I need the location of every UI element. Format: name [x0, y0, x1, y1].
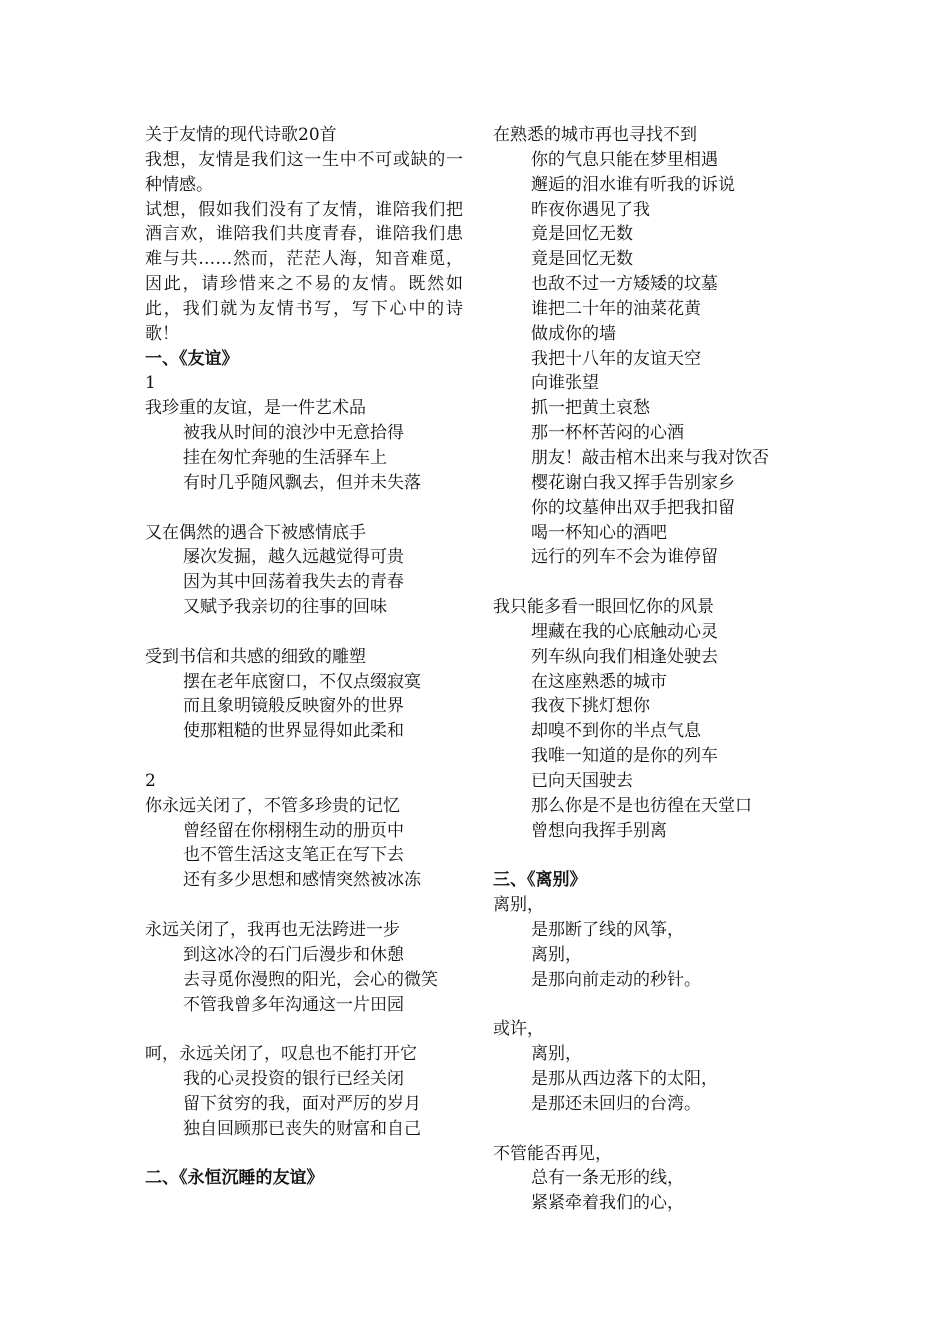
poem-line: 抓一把黄土哀愁 — [531, 398, 650, 419]
stanza-3 — [145, 645, 463, 744]
poem-line: 埋藏在我的心底触动心灵 — [531, 621, 718, 642]
stanza-4 — [145, 794, 463, 893]
poem-line: 也敌不过一方矮矮的坟墓 — [531, 274, 718, 295]
poem-line: 已向天国驶去 — [531, 770, 633, 791]
poem-line: 做成你的墙 — [531, 323, 616, 344]
poem-line: 独自回顾那已丧失的财富和自己 — [183, 1118, 421, 1139]
poem-line: 永远关闭了，我再也无法跨进一步 — [145, 920, 400, 940]
stanza-r1 — [493, 123, 813, 570]
poem-line: 竟是回忆无数 — [531, 224, 633, 245]
poem-line: 喝一杯知心的酒吧 — [531, 522, 667, 543]
poem-line: 呵，永远关闭了，叹息也不能打开它 — [145, 1044, 417, 1065]
poem-line: 你永远关闭了，不管多珍贵的记忆 — [145, 795, 400, 816]
section-heading-1: 一、《友谊》 — [145, 348, 239, 369]
poem-line: 总有一条无形的线， — [531, 1168, 684, 1189]
stanza-1 — [145, 396, 463, 495]
poem-line: 摆在老年底窗口，不仅点缀寂寞 — [183, 671, 421, 692]
poem-line: 离别， — [531, 1044, 582, 1065]
stanza-r2 — [493, 595, 813, 843]
left-column — [145, 123, 463, 1191]
poem-line: 你的坟墓伸出双手把我扣留 — [531, 497, 735, 518]
poem-line: 我夜下挑灯想你 — [531, 696, 650, 717]
document-title: 关于友情的现代诗歌20首 — [145, 125, 337, 145]
poem-line: 我的心灵投资的银行已经关闭 — [183, 1069, 404, 1090]
intro-paragraph-2: 试想，假如我们没有了友情，谁陪我们把酒言欢，谁陪我们共度青春，谁陪我们患难与共……然而，茫茫人海，知音难觅，因此，请珍惜来之不易的友情。既然如此，我们就为友情书写，写下心中的诗歌！ — [145, 199, 463, 344]
poem-line: 竟是回忆无数 — [531, 249, 633, 270]
poem-line: 曾想向我挥手别离 — [531, 820, 667, 841]
poem-line: 因为其中回荡着我失去的青春 — [183, 572, 404, 593]
section-heading-3: 三、《离别》 — [493, 870, 587, 891]
poem-line: 不管能否再见， — [493, 1143, 612, 1164]
poem-line: 是那从西边落下的太阳， — [531, 1069, 718, 1090]
poem-line: 昨夜你遇见了我 — [531, 199, 650, 220]
poem-line: 受到书信和共感的细致的雕塑 — [145, 646, 366, 667]
poem-line: 离别， — [493, 895, 544, 916]
stanza-5 — [145, 918, 463, 1017]
poem-line: 也不管生活这支笔正在写下去 — [183, 845, 404, 866]
poem-line: 屡次发掘，越久远越觉得可贵 — [183, 547, 404, 568]
poem-line: 朋友！敲击棺木出来与我对饮否 — [531, 447, 769, 468]
poem-line: 我唯一知道的是你的列车 — [531, 746, 718, 767]
right-column — [493, 123, 813, 1216]
poem-line: 是那还未回归的台湾。 — [531, 1093, 701, 1114]
poem-line: 是那断了线的风筝， — [531, 920, 684, 940]
intro-paragraph-1: 我想，友情是我们这一生中不可或缺的一种情感。 — [145, 149, 463, 195]
poem-line: 在这座熟悉的城市 — [531, 671, 667, 692]
poem-line: 还有多少思想和感情突然被冰冻 — [183, 870, 421, 891]
stanza-r5 — [493, 1142, 813, 1217]
poem-line: 你的气息只能在梦里相遇 — [531, 149, 718, 170]
poem-line: 我把十八年的友谊天空 — [531, 348, 701, 369]
poem-line: 去寻觅你漫煦的阳光，会心的微笑 — [183, 969, 438, 990]
poem-line: 我珍重的友谊，是一件艺术品 — [145, 398, 366, 419]
poem-line: 是那向前走动的秒针。 — [531, 969, 701, 990]
poem-line-wrapped — [145, 968, 463, 993]
poem-line: 离别， — [531, 944, 582, 965]
poem-line: 远行的列车不会为谁停留 — [531, 547, 718, 568]
poem-line: 在熟悉的城市再也寻找不到 — [493, 125, 697, 145]
poem-line: 又在偶然的遇合下被感情底手 — [145, 522, 366, 543]
stanza-2 — [145, 521, 463, 620]
poem-line: 有时几乎随风飘去，但并未失落 — [183, 472, 421, 493]
poem-line: 紧紧牵着我们的心， — [531, 1193, 684, 1214]
poem-line: 不管我曾多年沟通这一片田园 — [183, 994, 404, 1015]
poem-line: 樱花谢白我又挥手告别家乡 — [531, 472, 735, 493]
poem-line: 列车纵向我们相逢处驶去 — [531, 646, 718, 667]
poem-line: 而且象明镜般反映窗外的世界 — [183, 696, 404, 717]
stanza-r3 — [493, 893, 813, 992]
poem-line: 又赋予我亲切的往事的回味 — [183, 597, 387, 618]
poem-line: 留下贫穷的我，面对严厉的岁月 — [183, 1093, 421, 1114]
poem-line: 我只能多看一眼回忆你的风景 — [493, 597, 714, 618]
poem-line: 被我从时间的浪沙中无意拾得 — [183, 423, 404, 444]
poem-number-1: 1 — [145, 373, 156, 394]
poem-line: 或许， — [493, 1019, 544, 1040]
stanza-6 — [145, 1042, 463, 1141]
poem-line: 使那粗糙的世界显得如此柔和 — [183, 721, 404, 742]
poem-line: 向谁张望 — [531, 373, 599, 394]
poem-line: 那一杯杯苦闷的心酒 — [531, 423, 684, 444]
section-heading-2: 二、《永恒沉睡的友谊》 — [145, 1168, 324, 1189]
poem-line: 谁把二十年的油菜花黄 — [531, 298, 701, 319]
poem-line: 挂在匆忙奔驰的生活驿车上 — [183, 447, 387, 468]
poem-line: 邂逅的泪水谁有听我的诉说 — [531, 174, 735, 195]
poem-number-2: 2 — [145, 770, 156, 791]
poem-line: 到这冰冷的石门后漫步和休憩 — [183, 944, 404, 965]
stanza-r4 — [493, 1017, 813, 1116]
poem-line: 却嗅不到你的半点气息 — [531, 721, 701, 742]
poem-line: 那么你是不是也彷徨在天堂口 — [531, 795, 752, 816]
poem-line: 曾经留在你栩栩生动的册页中 — [183, 820, 404, 841]
